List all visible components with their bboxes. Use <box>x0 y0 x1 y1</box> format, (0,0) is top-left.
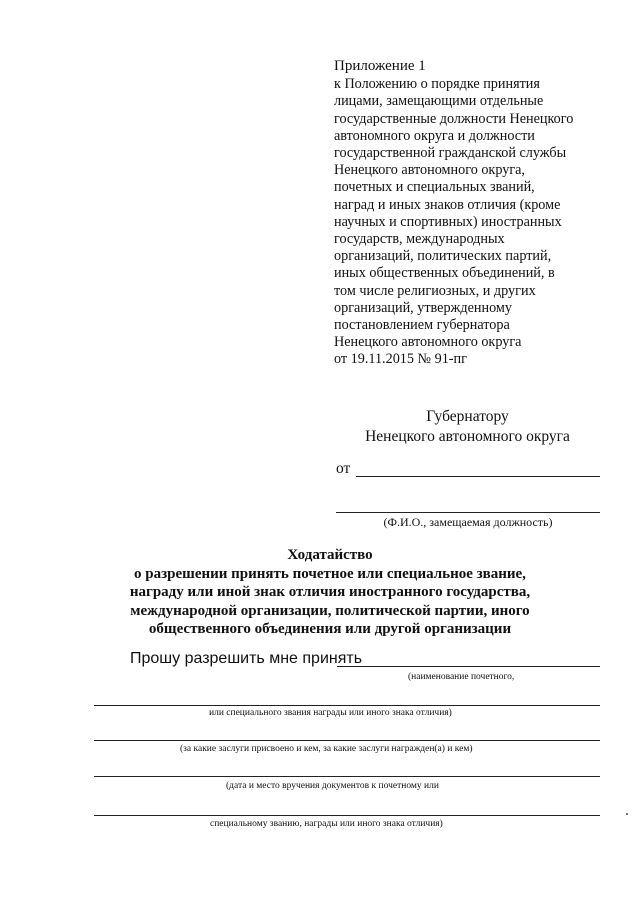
from-label: от <box>336 460 351 477</box>
appendix-line: Ненецкого автономного округа, <box>334 162 525 179</box>
appendix-title: Приложение 1 <box>334 58 426 74</box>
award-type-caption: или специального звания награды или иного знака отличия) <box>209 708 452 718</box>
appendix-line: почетных и специальных званий, <box>334 179 535 196</box>
appendix-date-line: от 19.11.2015 № 91-пг <box>334 351 467 368</box>
appendix-line: наград и иных знаков отличия (кроме <box>334 196 561 213</box>
blank-line-date-place[interactable] <box>94 776 600 777</box>
appendix-line: организаций, утвержденному <box>334 299 512 316</box>
petition-heading <box>80 546 580 639</box>
request-blank-line[interactable] <box>337 666 600 667</box>
appendix-line: том числе религиозных, и других <box>334 282 536 299</box>
award-name-caption: (наименование почетного, <box>408 672 515 682</box>
appendix-line: к Положению о порядке принятия <box>334 76 540 93</box>
appendix-line: иных общественных объединений, в <box>334 265 555 282</box>
fio-caption: (Ф.И.О., замещаемая должность) <box>383 515 553 529</box>
appendix-line: государств, международных <box>334 231 505 248</box>
blank-line-award-type[interactable] <box>94 705 600 706</box>
petition-subtitle-line: общественного объединения или другой организации <box>148 621 512 637</box>
date-place-caption: (дата и место вручения документов к почетному или <box>226 781 439 791</box>
blank-line-merits[interactable] <box>94 740 600 741</box>
blank-line-documents[interactable] <box>94 815 600 816</box>
scan-speck <box>626 813 628 815</box>
appendix-line: постановлением губернатора <box>334 317 510 334</box>
request-label: Прошу разрешить мне принять <box>130 650 363 667</box>
petition-subtitle-line: награду или иной знак отличия иностранного государства, <box>129 584 531 600</box>
appendix-line: лицами, замещающими отдельные <box>334 93 544 110</box>
merits-caption: (за какие заслуги присвоено и кем, за какие заслуги награжден(а) и кем) <box>180 744 473 754</box>
appendix-line: государственные должности Ненецкого <box>334 110 574 127</box>
appendix-line: Ненецкого автономного округа <box>334 334 522 351</box>
appendix-line: организаций, политических партий, <box>334 248 552 265</box>
petition-title: Ходатайство <box>287 547 373 563</box>
appendix-header <box>334 58 634 369</box>
appendix-line: автономного округа и должности <box>334 127 535 144</box>
petition-subtitle-line: международной организации, политической партии, иного <box>130 602 530 619</box>
from-blank-line[interactable] <box>356 476 600 477</box>
petition-subtitle-line: о разрешении принять почетное или специальное звание, <box>134 565 526 582</box>
from-blank-line-second[interactable] <box>336 512 600 513</box>
addressee-region: Ненецкого автономного округа <box>365 427 570 445</box>
appendix-line: государственной гражданской службы <box>334 145 567 162</box>
request-field[interactable] <box>130 650 600 670</box>
appendix-line: научных и спортивных) иностранных <box>334 213 562 230</box>
from-field[interactable] <box>336 460 600 480</box>
addressee-title: Губернатору <box>426 408 509 425</box>
addressee-block <box>335 407 600 446</box>
documents-caption: специальному званию, награды или иного знака отличия) <box>210 819 443 829</box>
